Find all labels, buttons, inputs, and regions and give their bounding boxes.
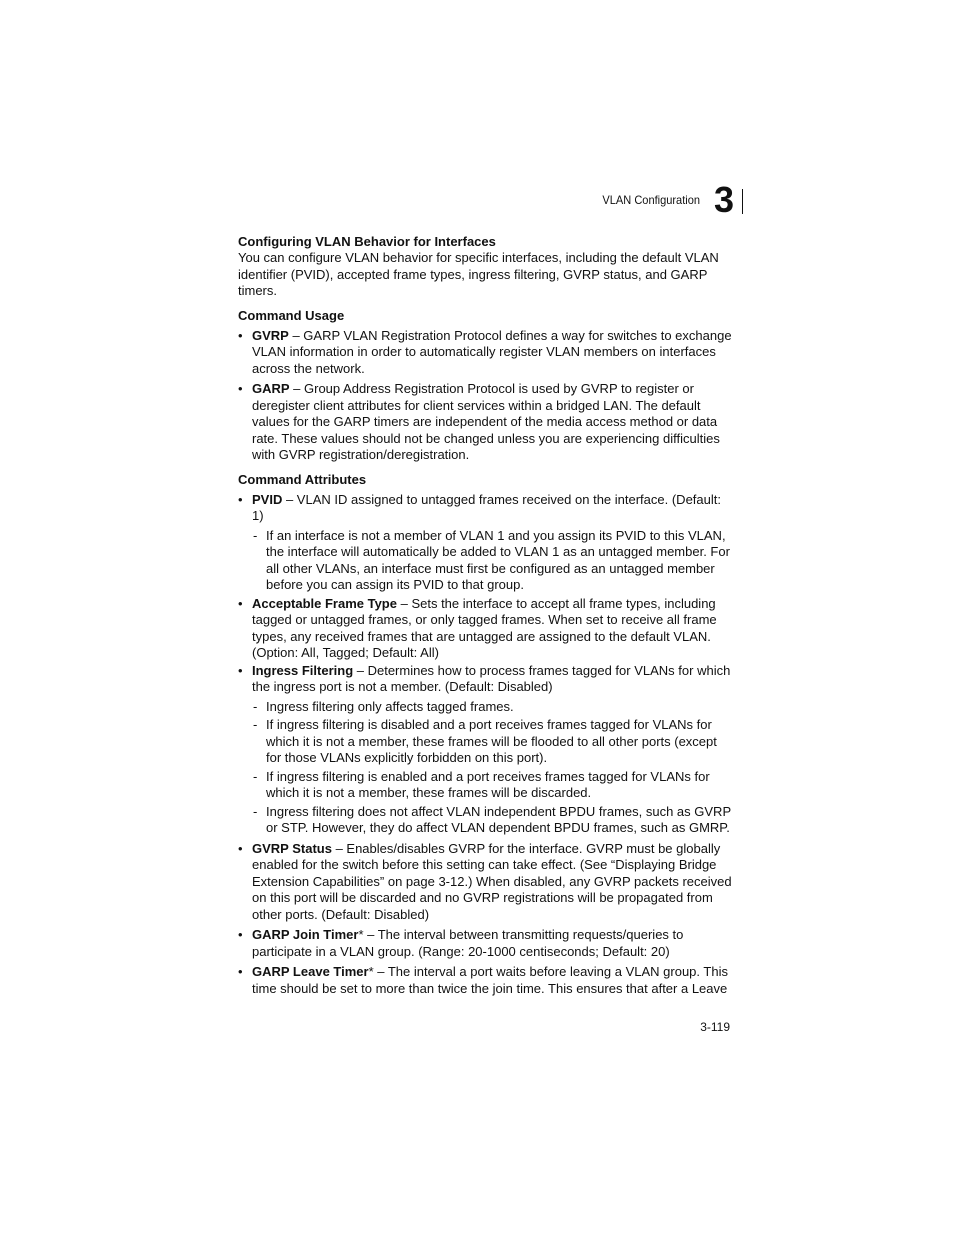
command-attributes-heading: Command Attributes	[238, 471, 367, 487]
sub-list-item: - If an interface is not a member of VLAN 1 and you assign its PVID to this VLAN, the interface will automatically be added to VLAN 1 as an untagged member. For all other VLANs, an interface must first be configured as an untagged member before you can assign its PVID to that group.	[252, 528, 733, 594]
item-term: PVID	[252, 491, 283, 507]
page-body	[238, 233, 733, 1001]
sub-list	[252, 699, 733, 837]
item-term: GVRP Status	[252, 840, 332, 856]
item-term: GARP Join Timer	[252, 927, 359, 942]
item-description: – VLAN ID assigned to untagged frames received on the interface. (Default: 1)	[252, 491, 721, 523]
list-item	[238, 964, 733, 997]
item-description: – Group Address Registration Protocol is used by GVRP to register or deregister client attributes for client services within a bridged LAN. The default values for the GARP timers are independent of the media access method or data rate. These values should not be changed unless you are experiencing difficulties with GVRP registration/deregistration.	[252, 381, 720, 462]
list-item	[238, 381, 733, 464]
item-description: * – The interval between transmitting requests/queries to participate in a VLAN group. (Range: 20-1000 centiseconds; Default: 20)	[252, 927, 684, 959]
command-usage-heading: Command Usage	[238, 307, 345, 323]
item-description: * – The interval a port waits before leaving a VLAN group. This time should be set to more than twice the join time. This ensures that after a Leave	[252, 964, 728, 996]
item-term: Acceptable Frame Type	[252, 595, 397, 611]
sub-list-item: - Ingress filtering only affects tagged frames.	[252, 699, 733, 716]
chapter-number: 3	[714, 179, 734, 220]
list-item	[238, 841, 733, 924]
chapter-rule-divider	[742, 189, 743, 214]
item-term: Ingress Filtering	[252, 662, 354, 678]
running-header-title: VLAN Configuration	[602, 193, 700, 207]
list-item	[238, 328, 733, 378]
list-item	[238, 596, 733, 662]
sub-list-item: - If ingress filtering is enabled and a port receives frames tagged for VLANs for which it is not a member, these frames will be discarded.	[252, 769, 733, 802]
command-attributes-list	[238, 492, 733, 998]
list-item	[238, 927, 733, 960]
list-item	[238, 492, 733, 594]
intro-paragraph: You can configure VLAN behavior for specific interfaces, including the default VLAN identifier (PVID), accepted frame types, ingress filtering, GVRP status, and GARP timers.	[238, 250, 719, 298]
sub-list-item: - Ingress filtering does not affect VLAN independent BPDU frames, such as GVRP or STP. However, they do affect VLAN dependent BPDU frames, such as GMRP.	[252, 804, 733, 837]
item-term: GARP Leave Timer	[252, 964, 369, 979]
list-item	[238, 663, 733, 837]
item-description: – Sets the interface to accept all frame types, including tagged or untagged frames, or only tagged frames. When set to receive all frame types, any received frames that are untagged are assigned to the default VLAN. (Option: All, Tagged; Default: All)	[252, 595, 717, 660]
item-description: – Determines how to process frames tagged for VLANs for which the ingress port is not a member. (Default: Disabled)	[252, 662, 731, 694]
page-number: 3-119	[700, 1020, 730, 1034]
command-usage-list	[238, 328, 733, 464]
item-term: GARP	[252, 381, 290, 396]
item-description: – Enables/disables GVRP for the interface. GVRP must be globally enabled for the switch before this setting can take effect. (See “Displaying Bridge Extension Capabilities” on page 3-12.) When disabled, any GVRP packets received on this port will be discarded and no GVRP registrations will be propagated from other ports. (Default: Disabled)	[252, 840, 732, 922]
sub-list	[252, 528, 733, 594]
sub-list-item: - If ingress filtering is disabled and a port receives frames tagged for VLANs for which it is not a member, these frames will be flooded to all other ports (except for those VLANs explicitly forbidden on this port).	[252, 717, 733, 767]
item-description: – GARP VLAN Registration Protocol defines a way for switches to exchange VLAN information in order to automatically register VLAN members on interfaces across the network.	[252, 327, 732, 376]
item-term: GVRP	[252, 327, 289, 343]
section-heading: Configuring VLAN Behavior for Interfaces	[238, 234, 496, 249]
